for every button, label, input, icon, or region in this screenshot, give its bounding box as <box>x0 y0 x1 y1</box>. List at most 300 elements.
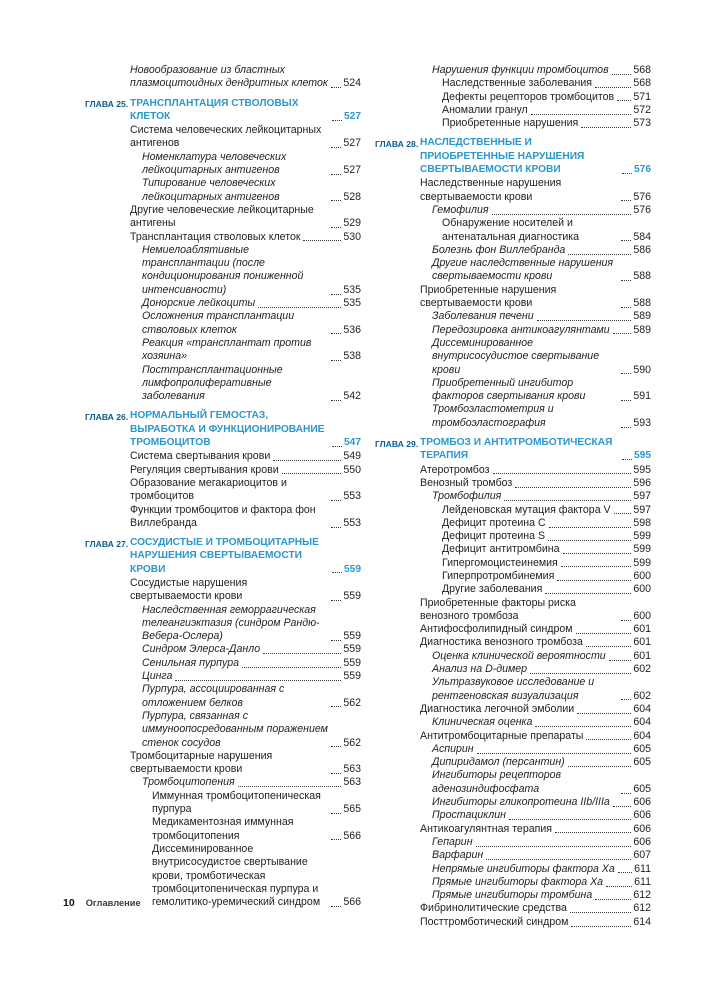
toc-entry-title: Образование мегакариоцитов и тромбоцитов <box>130 476 287 503</box>
dotted-leader <box>331 200 341 201</box>
dotted-leader <box>331 147 341 148</box>
page-ref: 529 <box>343 217 361 230</box>
dotted-leader <box>621 307 631 308</box>
toc-entry-title: Оценка клинической вероятности <box>432 649 606 662</box>
toc-entry-title: Номенклатура человеческих лейкоцитарных антигенов <box>142 150 287 177</box>
toc-entry-title: Диагностика легочной эмболии <box>420 702 575 715</box>
toc-entry-row <box>85 816 361 843</box>
toc-entry-title: Дипиридамол (персантин) <box>432 756 565 769</box>
toc-entry-row <box>85 750 361 777</box>
dotted-leader <box>613 806 632 807</box>
toc-entry-row <box>85 657 361 670</box>
toc-entry-row <box>375 570 651 583</box>
toc-entry-row <box>375 796 651 809</box>
toc-entry-row <box>85 776 361 789</box>
toc-entry-title: Типирование человеческих лейкоцитарных антигенов <box>142 177 280 203</box>
toc-entry-title: Антитромбоцитарные препараты <box>420 729 584 742</box>
toc-entry-row <box>85 577 361 604</box>
dotted-leader <box>621 200 631 201</box>
toc-entry-title: Наследственная геморрагическая телеангиэктазия (синдром Рандю-Вебера-Ослера) <box>142 603 320 643</box>
toc-entry-title: Ультразвуковое исследование и рентгеновская визуализация <box>432 676 595 702</box>
toc-entry-row <box>375 204 651 217</box>
page-ref: 600 <box>633 569 651 582</box>
page-ref: 595 <box>633 463 651 476</box>
toc-entry-title: Сосудистые нарушения свертываемости крови <box>130 576 248 603</box>
dotted-leader <box>331 400 341 401</box>
toc-column-right <box>375 64 651 929</box>
page-ref: 602 <box>633 663 651 676</box>
toc-entry-title: Ингибиторы гликопротеина IIb/IIIa <box>432 796 610 809</box>
toc-entry-row <box>375 77 651 90</box>
toc-chapter-row <box>85 409 361 449</box>
chapter-number-label: ГЛАВА 28. <box>375 138 419 149</box>
page-ref: 527 <box>344 110 361 122</box>
page-ref: 568 <box>633 77 651 90</box>
page-ref: 553 <box>343 490 361 503</box>
page-ref: 566 <box>343 829 361 842</box>
dotted-leader <box>331 600 341 601</box>
toc-entry-row <box>375 663 651 676</box>
toc-entry-row <box>375 477 651 490</box>
dotted-leader <box>606 886 632 887</box>
page-ref: 573 <box>633 117 651 130</box>
toc-entry-row <box>375 876 651 889</box>
toc-entry-row <box>375 583 651 596</box>
toc-entry-row <box>85 683 361 710</box>
toc-entry-title: Реакция «трансплантат против хозяина» <box>142 336 312 363</box>
toc-entry-title: Другие заболевания <box>442 583 543 596</box>
dotted-leader <box>331 333 341 334</box>
dotted-leader <box>549 527 632 528</box>
toc-entry-row <box>85 450 361 463</box>
dotted-leader <box>586 646 631 647</box>
toc-entry-title: Дефицит антитромбина <box>442 543 560 556</box>
chapter-title: НОРМАЛЬНЫЙ ГЕМОСТАЗ, ВЫРАБОТКА И ФУНКЦИОНИРОВАНИЕ ТРОМБОЦИТОВ <box>130 410 325 449</box>
toc-entry-title: Наследственные заболевания <box>442 77 593 90</box>
toc-entry-title: Регуляция свертывания крови <box>130 463 279 476</box>
toc-entry-row <box>85 643 361 656</box>
dotted-leader <box>531 114 632 115</box>
toc-entry-title: Болезнь фон Виллебранда <box>432 243 566 256</box>
toc-entry-row <box>375 464 651 477</box>
page-ref: 606 <box>633 796 651 809</box>
toc-entry-title: Приобретенные нарушения свертываемости крови <box>420 283 557 310</box>
page-ref: 559 <box>343 590 361 603</box>
toc-entry-title: Аспирин <box>432 742 474 755</box>
toc-entry-row <box>85 364 361 404</box>
dotted-leader <box>577 713 631 714</box>
toc-entry-row <box>375 743 651 756</box>
page-ref: 559 <box>343 643 361 656</box>
toc-entry-row <box>375 597 651 624</box>
page-number: 10 <box>63 897 75 909</box>
page-ref: 612 <box>633 902 651 915</box>
toc-entry-row <box>85 124 361 151</box>
dotted-leader <box>331 906 341 907</box>
toc-entry-row <box>85 297 361 310</box>
page-ref: 606 <box>633 835 651 848</box>
page-ref: 599 <box>633 543 651 556</box>
dotted-leader <box>612 74 632 75</box>
dotted-leader <box>595 87 631 88</box>
toc-entry-title: Приобретенный ингибитор факторов свертывания крови <box>432 376 586 403</box>
chapter-number-label: ГЛАВА 29. <box>375 438 419 449</box>
dotted-leader <box>576 633 632 634</box>
toc-entry-row <box>375 244 651 257</box>
toc-column-left <box>85 64 361 929</box>
toc-entry-row <box>85 310 361 337</box>
page-ref: 586 <box>633 243 651 256</box>
dotted-leader <box>557 580 631 581</box>
toc-entry-title: Наследственные нарушения свертываемости крови <box>420 177 562 203</box>
toc-entry-title: Тромбоэластометрия и тромбоэластография <box>432 403 554 429</box>
toc-entry-row <box>375 809 651 822</box>
page-ref: 598 <box>633 516 651 529</box>
toc-entry-title: Лейденовская мутация фактора V <box>442 503 611 516</box>
page-ref: 593 <box>633 416 651 429</box>
page-ref: 527 <box>343 164 361 177</box>
dotted-leader <box>175 680 341 681</box>
toc-entry-title: Гемофилия <box>432 203 489 216</box>
dotted-leader <box>258 307 341 308</box>
toc-entry-title: Пурпура, связанная с иммуноопосредованным поражением стенок сосудов <box>142 709 328 749</box>
dotted-leader <box>548 540 631 541</box>
dotted-leader <box>621 373 631 374</box>
toc-entry-row <box>375 310 651 323</box>
toc-entry-row <box>375 650 651 663</box>
toc-entry-title: Немиелоаблятивные трансплантации (после кондиционирования пониженной интенсивности) <box>142 243 304 296</box>
toc-entry-title: Диагностика венозного тромбоза <box>420 636 583 649</box>
toc-entry-title: Фибринолитические средства <box>420 902 567 915</box>
toc-entry-title: Нарушения функции тромбоцитов <box>432 64 609 76</box>
toc-entry-row <box>375 636 651 649</box>
page-ref: 597 <box>633 503 651 516</box>
chapter-title: НАСЛЕДСТВЕННЫЕ И ПРИОБРЕТЕННЫЕ НАРУШЕНИЯ СВЕРТЫВАЕМОСТИ КРОВИ <box>420 137 585 176</box>
toc-entry-row <box>375 377 651 404</box>
toc-entry-row <box>375 324 651 337</box>
toc-entry-row <box>375 703 651 716</box>
dotted-leader <box>621 240 631 241</box>
dotted-leader <box>509 819 631 820</box>
dotted-leader <box>504 500 631 501</box>
chapter-number-label: ГЛАВА 26. <box>85 411 129 422</box>
page-ref: 612 <box>633 889 651 902</box>
toc-entry-title: Приобретенные факторы риска венозного тромбоза <box>420 596 576 622</box>
toc-entry-title: Синдром Элерса-Данло <box>142 643 261 656</box>
chapter-title: СОСУДИСТЫЕ И ТРОМБОЦИТАРНЫЕ НАРУШЕНИЯ СВЕРТЫВАЕМОСТИ КРОВИ <box>130 537 319 575</box>
toc-entry-row <box>375 902 651 915</box>
page-ref: 596 <box>633 476 651 489</box>
page-ref: 607 <box>633 849 651 862</box>
dotted-leader <box>595 899 631 900</box>
page-ref: 602 <box>633 689 651 702</box>
toc-entry-row <box>375 284 651 311</box>
toc-entry-row <box>375 257 651 284</box>
dotted-leader <box>622 173 632 174</box>
toc-entry-title: Пурпура, ассоциированная с отложением белков <box>142 683 285 709</box>
toc-entry-title: Заболевания печени <box>432 310 534 323</box>
page-ref: 604 <box>633 702 651 715</box>
dotted-leader <box>621 699 631 700</box>
toc-entry-title: Дефицит протеина С <box>442 516 546 529</box>
toc-entry-row <box>85 64 361 91</box>
toc-entry-title: Функции тромбоцитов и фактора фон Виллебранда <box>130 503 316 529</box>
page-ref: 600 <box>633 609 651 622</box>
toc-entry-title: Анализ на D-димер <box>432 663 528 676</box>
page-ref: 568 <box>633 64 651 76</box>
toc-entry-title: Система человеческих лейкоцитарных антигенов <box>130 124 322 150</box>
page-ref: 536 <box>343 323 361 336</box>
toc-entry-row <box>85 177 361 204</box>
toc-entry-row <box>85 790 361 817</box>
dotted-leader <box>331 813 341 814</box>
toc-entry-title: Непрямые ингибиторы фактора Ха <box>432 862 615 875</box>
toc-entry-row <box>375 91 651 104</box>
dotted-leader <box>486 859 631 860</box>
dotted-leader <box>618 872 632 873</box>
page-ref: 601 <box>633 623 651 636</box>
dotted-leader <box>331 500 341 501</box>
dotted-leader <box>535 726 631 727</box>
page-ref: 549 <box>343 450 361 463</box>
toc-entry-row <box>375 403 651 430</box>
toc-entry-title: Дефекты рецепторов тромбоцитов <box>442 90 615 103</box>
dotted-leader <box>568 766 632 767</box>
toc-entry-row <box>375 490 651 503</box>
dotted-leader <box>622 459 632 460</box>
toc-entry-title: Антифосфолипидный синдром <box>420 623 573 636</box>
footer-section-label: Оглавление <box>85 898 141 908</box>
dotted-leader <box>476 846 632 847</box>
toc-entry-title: Диссеминированное внутрисосудистое свертывание крови, тромботическая тромбоцитопеническая пурпура и гемолитико-уремический синдром <box>152 842 321 909</box>
dotted-leader <box>493 473 632 474</box>
page-ref: 606 <box>633 809 651 822</box>
page-ref: 589 <box>633 310 651 323</box>
toc-entry-row <box>375 769 651 796</box>
toc-entry-title: Иммунная тромбоцитопеническая пурпура <box>152 789 321 816</box>
toc-entry-title: Антикоагулянтная терапия <box>420 822 552 835</box>
toc-entry-title: Аномалии гранул <box>442 103 528 116</box>
toc-chapter-row <box>375 436 651 463</box>
toc-entry-row <box>375 557 651 570</box>
dotted-leader <box>621 793 631 794</box>
dotted-leader <box>303 240 341 241</box>
page-ref: 576 <box>634 164 651 176</box>
page-ref: 566 <box>343 896 361 909</box>
page-ref: 565 <box>343 803 361 816</box>
page-ref: 601 <box>633 636 651 649</box>
dotted-leader <box>331 360 341 361</box>
toc-entry-title: Осложнения трансплантации стволовых клеток <box>142 310 295 336</box>
toc-entry-row <box>85 477 361 504</box>
chapter-title: ТРАНСПЛАНТАЦИЯ СТВОЛОВЫХ КЛЕТОК <box>130 97 299 122</box>
toc-entry-row <box>375 730 651 743</box>
page-ref: 605 <box>633 742 651 755</box>
toc-entry-title: Гипергомоцистеинемия <box>442 556 558 569</box>
page-ref: 550 <box>343 463 361 476</box>
dotted-leader <box>563 553 632 554</box>
toc-entry-row <box>85 464 361 477</box>
dotted-leader <box>621 400 631 401</box>
toc-entry-row <box>85 204 361 231</box>
page-ref: 600 <box>633 583 651 596</box>
toc-columns <box>85 64 651 929</box>
toc-entry-row <box>375 716 651 729</box>
toc-entry-title: Тромбофилия <box>432 490 502 503</box>
toc-entry-title: Венозный тромбоз <box>420 476 513 489</box>
dotted-leader <box>332 572 342 573</box>
page-ref: 528 <box>343 190 361 203</box>
page-ref: 562 <box>343 736 361 749</box>
dotted-leader <box>331 227 341 228</box>
page-ref: 614 <box>633 915 651 928</box>
toc-entry-title: Другие наследственные нарушения свертываемости крови <box>432 257 614 283</box>
toc-entry-title: Тромбоцитопения <box>142 776 235 789</box>
page-ref: 535 <box>343 283 361 296</box>
toc-chapter-row <box>85 536 361 576</box>
toc-entry-title: Гиперпротромбинемия <box>442 569 555 582</box>
toc-entry-title: Прямые ингибиторы тромбина <box>432 889 593 902</box>
page-ref: 571 <box>633 90 651 103</box>
dotted-leader <box>537 320 632 321</box>
toc-entry-row <box>375 337 651 377</box>
dotted-leader <box>617 100 631 101</box>
dotted-leader <box>238 786 342 787</box>
toc-chapter-row <box>85 97 361 124</box>
toc-entry-title: Тромбоцитарные нарушения свертываемости крови <box>130 749 273 776</box>
page-ref: 601 <box>633 649 651 662</box>
page-ref: 527 <box>343 137 361 150</box>
dotted-leader <box>515 487 631 488</box>
toc-entry-title: Гепарин <box>432 835 473 848</box>
page-ref: 605 <box>633 782 651 795</box>
page-ref: 563 <box>343 776 361 789</box>
toc-entry-row <box>375 889 651 902</box>
toc-entry-title: Приобретенные нарушения <box>442 117 579 130</box>
dotted-leader <box>609 660 632 661</box>
toc-entry-title: Медикаментозная иммунная тромбоцитопения <box>152 816 294 842</box>
dotted-leader <box>331 746 341 747</box>
toc-entry-title: Обнаружение носителей и антенатальная диагностика <box>442 217 580 243</box>
dotted-leader <box>282 473 342 474</box>
toc-entry-title: Варфарин <box>432 849 484 862</box>
toc-entry-title: Посттромботический синдром <box>420 915 569 928</box>
toc-chapter-row <box>375 136 651 176</box>
toc-entry-row <box>85 670 361 683</box>
toc-entry-title: Простациклин <box>432 809 507 822</box>
toc-entry-title: Атеротромбоз <box>420 463 490 476</box>
page-ref: 588 <box>633 297 651 310</box>
page-ref: 576 <box>633 203 651 216</box>
dotted-leader <box>571 926 631 927</box>
toc-entry-title: Сенильная пурпура <box>142 656 240 669</box>
toc-entry-row <box>375 530 651 543</box>
dotted-leader <box>331 87 341 88</box>
page-ref: 559 <box>343 630 361 643</box>
toc-entry-row <box>375 863 651 876</box>
toc-entry-title: Другие человеческие лейкоцитарные антигены <box>130 203 314 230</box>
page-ref: 599 <box>633 556 651 569</box>
page-ref: 611 <box>634 862 651 875</box>
toc-entry-title: Ингибиторы рецепторов аденозиндифосфата <box>432 769 562 795</box>
page-ref: 562 <box>343 696 361 709</box>
dotted-leader <box>614 513 632 514</box>
toc-entry-row <box>375 104 651 117</box>
toc-entry-row <box>375 64 651 77</box>
toc-entry-row <box>375 916 651 929</box>
page-ref: 572 <box>633 103 651 116</box>
toc-entry-row <box>375 756 651 769</box>
toc-entry-row <box>375 177 651 204</box>
toc-entry-row <box>375 849 651 862</box>
page-ref: 538 <box>343 350 361 363</box>
chapter-title: ТРОМБОЗ И АНТИТРОМБОТИЧЕСКАЯ ТЕРАПИЯ <box>420 437 613 462</box>
page-ref: 604 <box>633 729 651 742</box>
toc-entry-title: Система свертывания крови <box>130 450 271 463</box>
dotted-leader <box>332 446 342 447</box>
dotted-leader <box>331 527 341 528</box>
dotted-leader <box>331 839 341 840</box>
dotted-leader <box>621 280 631 281</box>
toc-entry-row <box>375 217 651 244</box>
page-ref: 547 <box>344 437 361 449</box>
page-ref: 559 <box>344 563 361 575</box>
toc-entry-title: Новообразование из бластных плазмоцитоидных дендритных клеток <box>130 64 328 90</box>
page-ref: 559 <box>343 656 361 669</box>
page-ref: 576 <box>633 190 651 203</box>
page-ref: 542 <box>343 390 361 403</box>
dotted-leader <box>331 640 341 641</box>
toc-entry-title: Прямые ингибиторы фактора Ха <box>432 875 604 888</box>
dotted-leader <box>561 566 632 567</box>
toc-entry-title: Дефицит протеина S <box>442 530 546 543</box>
page-ref: 589 <box>633 323 651 336</box>
dotted-leader <box>621 427 631 428</box>
toc-entry-title: Клиническая оценка <box>432 716 533 729</box>
toc-entry-row <box>375 623 651 636</box>
toc-entry-title: Передозировка антикоагулянтами <box>432 323 610 336</box>
page-ref: 599 <box>633 530 651 543</box>
toc-entry-row <box>375 823 651 836</box>
page-ref: 553 <box>343 516 361 529</box>
page-ref: 530 <box>343 230 361 243</box>
toc-entry-row <box>375 543 651 556</box>
dotted-leader <box>581 127 631 128</box>
page-ref: 591 <box>633 390 651 403</box>
page-ref: 604 <box>633 716 651 729</box>
toc-entry-title: Трансплантация стволовых клеток <box>130 230 301 243</box>
dotted-leader <box>263 653 341 654</box>
dotted-leader <box>555 832 631 833</box>
chapter-number-label: ГЛАВА 27. <box>85 538 129 549</box>
dotted-leader <box>331 174 341 175</box>
page-ref: 597 <box>633 490 651 503</box>
toc-entry-row <box>375 836 651 849</box>
dotted-leader <box>545 593 631 594</box>
page-ref: 606 <box>633 822 651 835</box>
dotted-leader <box>273 460 341 461</box>
dotted-leader <box>586 739 631 740</box>
toc-entry-row <box>375 504 651 517</box>
dotted-leader <box>492 214 632 215</box>
dotted-leader <box>530 673 631 674</box>
dotted-leader <box>477 753 632 754</box>
dotted-leader <box>570 912 631 913</box>
dotted-leader <box>613 333 632 334</box>
dotted-leader <box>331 773 341 774</box>
dotted-leader <box>331 706 341 707</box>
page-ref: 605 <box>633 756 651 769</box>
